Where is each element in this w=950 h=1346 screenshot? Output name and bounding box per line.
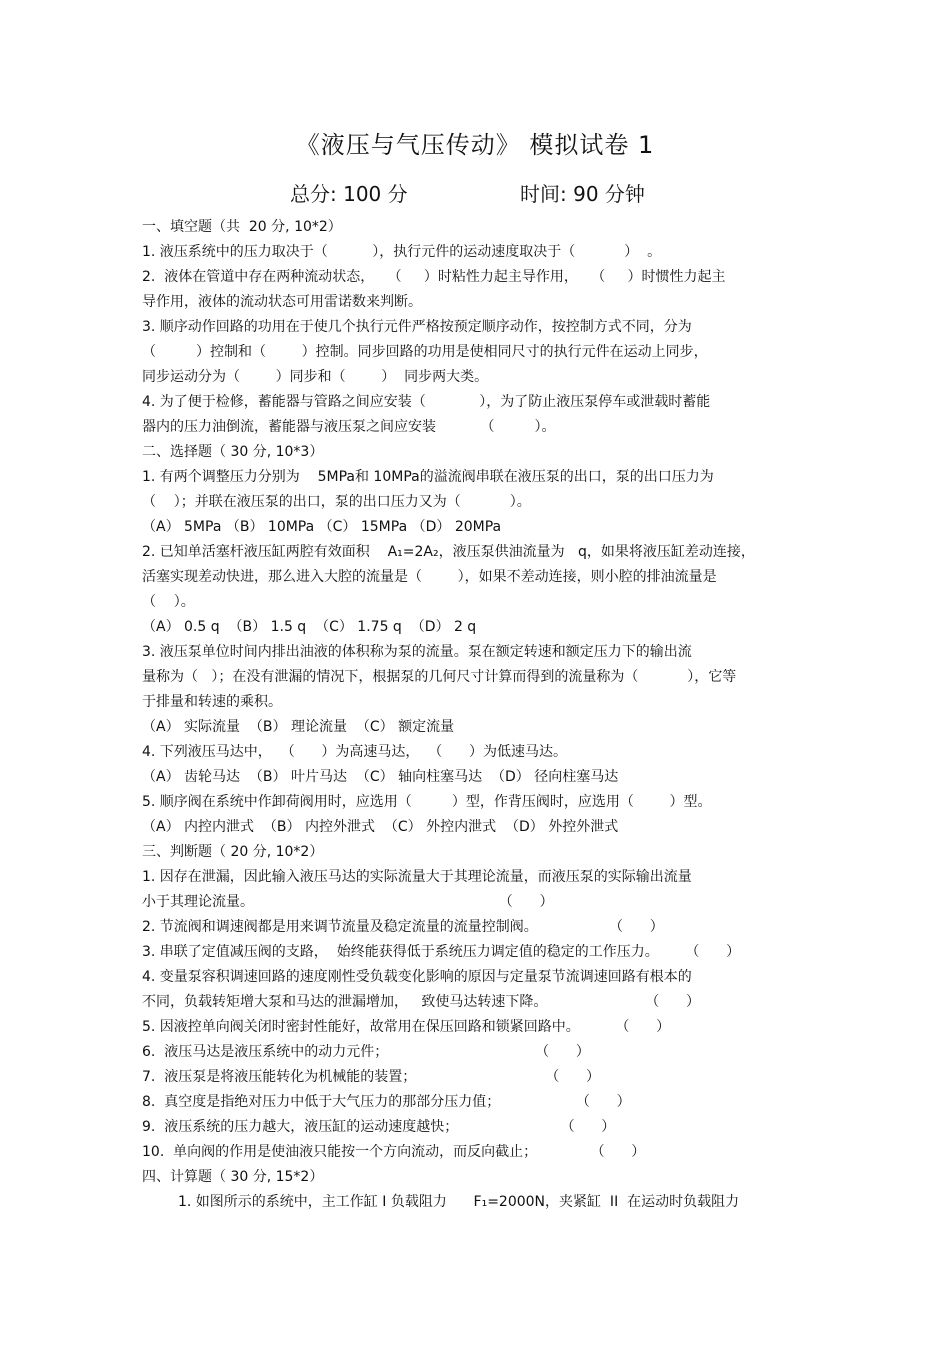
question-line: 4. 为了便于检修，蓄能器与管路之间应安装（ ），为了防止液压泵停车或泄载时蓄能 bbox=[142, 394, 711, 410]
question-line: 小于其理论流量。 （ ） bbox=[142, 894, 554, 910]
question-line: 2. 液体在管道中存在两种流动状态， （ ）时粘性力起主导作用， （ ）时惯性力起主 bbox=[142, 269, 726, 285]
page-title: 《液压与气压传动》 模拟试卷 1 bbox=[295, 131, 655, 159]
question-line: 9. 液压系统的压力越大，液压缸的运动速度越快； （ ） bbox=[142, 1119, 616, 1135]
question-line: 不同，负载转矩增大泵和马达的泄漏增加， 致使马达转速下降。 （ ） bbox=[142, 994, 700, 1010]
question-line: 1. 有两个调整压力分别为 5MPa和 10MPa的溢流阀串联在液压泵的出口，泵的出口压力为 bbox=[142, 469, 714, 485]
question-line: 3. 液压泵单位时间内排出油液的体积称为泵的流量。泵在额定转速和额定压力下的输出流 bbox=[142, 644, 692, 660]
total-score: 总分: 100 分 bbox=[290, 182, 408, 206]
question-line: （ ）控制和（ ）控制。同步回路的功用是使相同尺寸的执行元件在运动上同步， bbox=[142, 344, 708, 360]
question-line: 8. 真空度是指绝对压力中低于大气压力的那部分压力值； （ ） bbox=[142, 1094, 631, 1110]
question-line: 1. 因存在泄漏，因此输入液压马达的实际流量大于其理论流量，而液压泵的实际输出流量 bbox=[142, 869, 692, 885]
question-line: 1. 如图所示的系统中，主工作缸 I 负载阻力 F₁=2000N，夹紧缸 II 在运动时负载阻力 bbox=[178, 1194, 740, 1210]
question-line: 2. 节流阀和调速阀都是用来调节流量及稳定流量的流量控制阀。 （ ） bbox=[142, 919, 664, 935]
question-line: 于排量和转速的乘积。 bbox=[142, 694, 282, 710]
question-line: 5. 顺序阀在系统中作卸荷阀用时，应选用（ ）型，作背压阀时，应选用（ ）型。 bbox=[142, 794, 712, 810]
section-heading: 三、判断题（ 20 分, 10*2） bbox=[142, 844, 324, 860]
question-line: （ ）；并联在液压泵的出口，泵的出口压力又为（ ）。 bbox=[142, 494, 531, 510]
question-line: 1. 液压系统中的压力取决于（ ），执行元件的运动速度取决于（ ） 。 bbox=[142, 244, 662, 260]
question-line: 导作用，液体的流动状态可用雷诺数来判断。 bbox=[142, 294, 422, 310]
question-line: 10. 单向阀的作用是使油液只能按一个方向流动，而反向截止； （ ） bbox=[142, 1144, 646, 1160]
exam-time: 时间: 90 分钟 bbox=[520, 182, 645, 206]
question-line: 6. 液压马达是液压系统中的动力元件； （ ） bbox=[142, 1044, 590, 1060]
options-line: （A） 齿轮马达 （B） 叶片马达 （C） 轴向柱塞马达 （D） 径向柱塞马达 bbox=[142, 769, 619, 785]
options-line: （A） 0.5 q （B） 1.5 q （C） 1.75 q （D） 2 q bbox=[142, 619, 477, 635]
section-heading: 一、填空题（共 20 分, 10*2） bbox=[142, 219, 342, 235]
question-line: （ ）。 bbox=[142, 594, 195, 610]
question-line: 2. 已知单活塞杆液压缸两腔有效面积 A₁=2A₂，液压泵供油流量为 q，如果将液压缸差动连接， bbox=[142, 544, 755, 560]
question-line: 7. 液压泵是将液压能转化为机械能的装置； （ ） bbox=[142, 1069, 601, 1085]
question-line: 活塞实现差动快进，那么进入大腔的流量是（ ），如果不差动连接，则小腔的排油流量是 bbox=[142, 569, 717, 585]
question-line: 3. 顺序动作回路的功用在于使几个执行元件严格按预定顺序动作，按控制方式不同，分为 bbox=[142, 319, 692, 335]
question-line: 4. 变量泵容积调速回路的速度刚性受负载变化影响的原因与定量泵节流调速回路有根本的 bbox=[142, 969, 692, 985]
question-line: 器内的压力油倒流，蓄能器与液压泵之间应安装 （ ）。 bbox=[142, 419, 556, 435]
section-heading: 四、计算题（ 30 分, 15*2） bbox=[142, 1169, 324, 1185]
options-line: （A） 实际流量 （B） 理论流量 （C） 额定流量 bbox=[142, 719, 455, 735]
options-line: （A） 5MPa （B） 10MPa （C） 15MPa （D） 20MPa bbox=[142, 519, 502, 535]
question-line: 同步运动分为（ ）同步和（ ） 同步两大类。 bbox=[142, 369, 489, 385]
options-line: （A） 内控内泄式 （B） 内控外泄式 （C） 外控内泄式 （D） 外控外泄式 bbox=[142, 819, 619, 835]
question-line: 4. 下列液压马达中， （ ）为高速马达， （ ）为低速马达。 bbox=[142, 744, 568, 760]
section-heading: 二、选择题（ 30 分, 10*3） bbox=[142, 444, 324, 460]
question-line: 量称为（ ）；在没有泄漏的情况下，根据泵的几何尺寸计算而得到的流量称为（ ），它等 bbox=[142, 669, 737, 685]
question-line: 5. 因液控单向阀关闭时密封性能好，故常用在保压回路和锁紧回路中。 （ ） bbox=[142, 1019, 671, 1035]
question-line: 3. 串联了定值减压阀的支路， 始终能获得低于系统压力调定值的稳定的工作压力。 （ ） bbox=[142, 944, 741, 960]
